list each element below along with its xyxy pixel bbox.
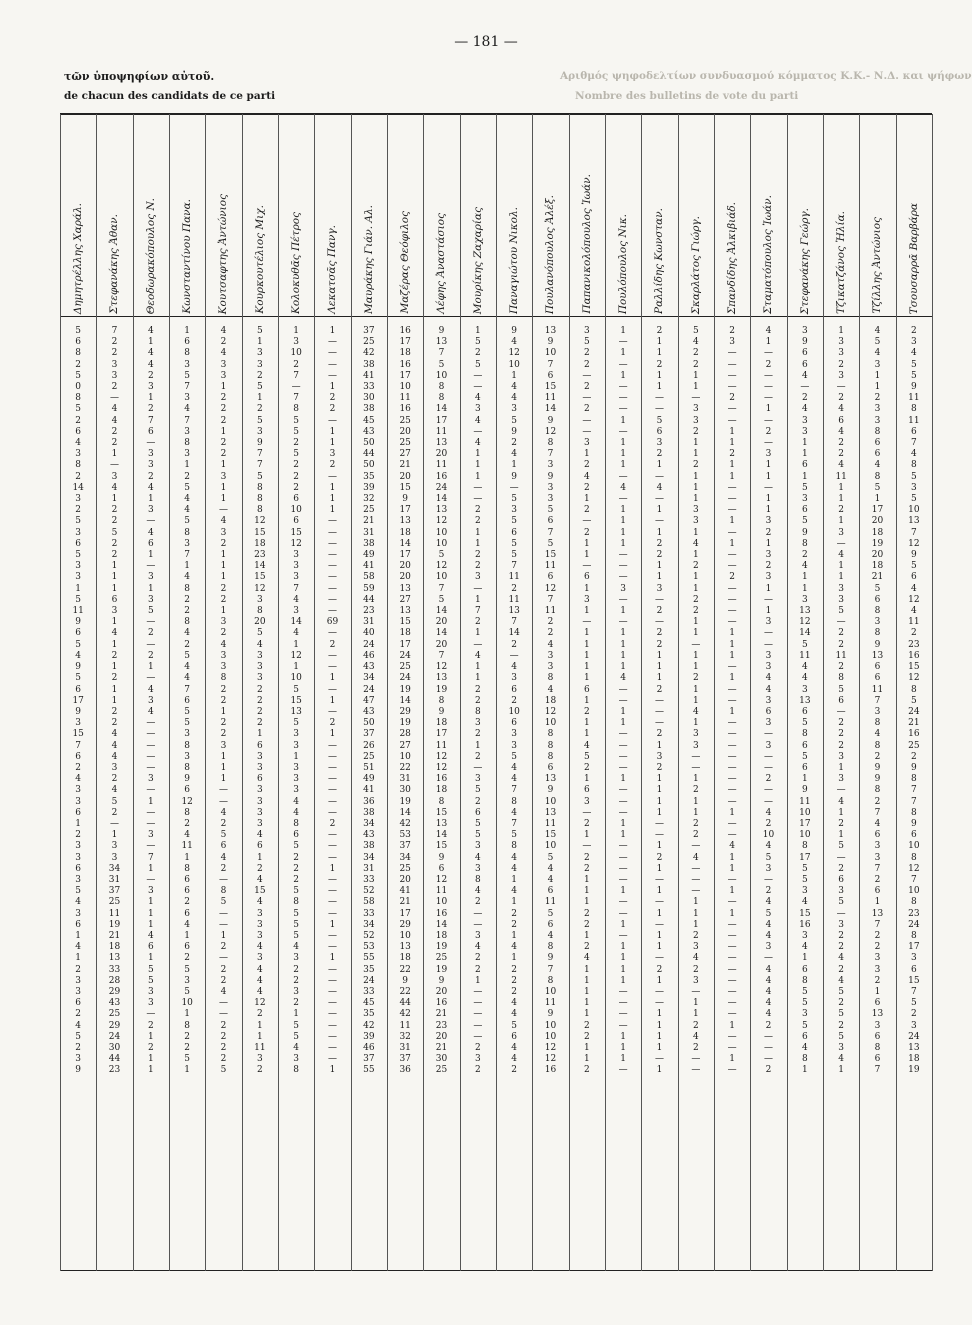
column-header-label: Τζίλλης Ἀντώνιος xyxy=(871,217,884,314)
column-values: 1 3 3 2 3 — 2 4 6 4 2 2 4 11 1 1 2 1 3 — 4 1 1 3 3 5 — 2 2 11 2 8 5 6 — 2 2 2 3 1 3 — 4 1 2 1 5 — 2 6 3 5 — 3 2 2 4 2 4 5 2 5 2 5 3 4 1 xyxy=(835,326,847,1076)
column-header-label: Σκαρλάτος Γιώργ. xyxy=(689,215,702,314)
column-header xyxy=(496,118,532,314)
column-values: 16 17 18 16 17 10 11 16 25 20 25 27 21 20 15 9 17 13 18 14 17 20 20 13 27 13 15 18 17 24 25 24 19 14 29 19 28 27 10 22 31 30 19 14 42 53 37 34 25 20 41 21 17 29 10 13 18 22 9 22 44 42 11 32 31 37 36 xyxy=(399,326,411,1076)
column-separator xyxy=(932,114,933,1271)
column-values: 5 6 8 2 5 0 8 5 2 6 4 3 8 2 14 3 2 5 3 6 5 3 3 1 5 11 9 6 5 4 9 5 6 17 9 3 15 7 6 2 4 3 3 6 1 2 3 3 6 3 5 4 3 6 1 4 1 2 3 3 6 2 4 5 2 3 9 xyxy=(72,326,84,1076)
column-header xyxy=(569,118,605,314)
column-values: 13 9 10 7 6 15 11 14 9 12 8 7 3 9 3 3 5 6 7 5 15 11 6 12 7 11 2 2 4 3 3 8 4 18 12 10 8 8 8 6 13 9 10 13 11 15 10 5 4 4 6 11 5 6 4 8 9 7 8 10 11 9 10 10 12 12 16 xyxy=(544,326,557,1076)
column-header-label: Πουλόπουλος Νικ. xyxy=(617,213,630,314)
show-through-text-1: Αριθμός ψηφοδελτίων συνδυασμού κόμματος Κ.Κ.- Ν.Δ. και ψήφων xyxy=(560,70,972,82)
column-header-label: Σταματόπουλος Ἰωάν. xyxy=(762,194,775,314)
column-header xyxy=(387,118,423,314)
column-values: 1 6 8 3 5 7 3 4 7 3 8 3 1 2 5 4 4 5 8 3 7 1 4 8 2 2 8 4 2 5 4 4 7 6 5 5 3 8 3 8 9 6 12 8 2 4 11 1 8 6 6 2 6 4 1 6 2 5 3 5 10 1 8 2 2 5 1 xyxy=(181,326,193,1076)
column-header xyxy=(351,118,387,314)
column-values: 1 3 10 2 7 — 7 8 5 5 2 5 2 2 2 6 10 6 15 12 3 3 3 7 4 3 14 4 1 12 1 10 5 15 13 5 3 3 1 3 3 3 4 4 8 6 5 2 2 2 5 8 5 5 5 4 3 2 2 3 2 1 5 5 4 3 8 xyxy=(290,326,302,1076)
show-through-text-2: Nombre des bulletins de vote du parti xyxy=(575,90,799,102)
column-values: 1 — 1 — 1 — — — 1 — 1 1 1 — 4 — 1 1 1 1 — — — 3 — 1 — 1 1 1 1 4 — — 1 1 — — — — 1 — — — 1 1 — — — — 1 — — 1 — 1 1 1 1 — — — — 1 1 1 — xyxy=(618,326,628,1076)
column-header xyxy=(641,118,677,314)
column-values: 3 9 6 6 4 — 2 4 3 3 1 1 6 1 5 3 6 5 9 8 2 4 1 1 3 13 12 14 5 11 4 4 3 13 6 5 8 6 5 6 1 9 11 10 17 10 8 17 5 5 3 4 15 16 3 4 1 6 8 5 5 3 5 6 4 8 1 xyxy=(799,326,811,1076)
column-header xyxy=(314,118,350,314)
column-header-label: Πουλανόπουλος Ἀλέξ. xyxy=(544,194,557,314)
column-values: 7 2 2 3 3 2 — 4 4 2 2 1 — 3 4 1 2 2 5 2 2 1 1 1 6 3 1 4 1 2 1 2 1 1 2 2 4 4 4 3 2 4 5 2 — 1 3 3 34 31 37 25 11 19 21 18 13 33 28 29 43 25 29 24 30 44 23 xyxy=(108,326,121,1076)
column-header-label: Μαζέρας Θεόφιλος xyxy=(399,211,412,314)
column-header xyxy=(532,118,568,314)
column-values: 4 5 4 3 1 1 2 3 3 8 6 6 4 8 5 1 17 20 18 19 20 18 21 5 6 8 3 8 9 13 6 6 11 7 3 8 4 8 2 9 9 8 2 7 4 6 3 3 7 2 6 1 13 7 2 2 3 3 2 1 6 13 3 6 8 6 7 xyxy=(871,326,884,1076)
column-header-label: Κουρκουτέλιος Μιχ. xyxy=(253,205,266,314)
column-header-label: Κολοκυθᾶς Πέτρος xyxy=(290,211,303,314)
column-header-label: Στεφανάκης Ἀθαν. xyxy=(108,214,121,314)
column-header xyxy=(678,118,714,314)
heading-french: de chacun des candidats de ce parti xyxy=(64,90,276,102)
column-header-label: Παναγιώτου Νικολ. xyxy=(508,206,521,314)
column-values: 37 25 42 38 41 33 30 38 45 43 50 44 50 35 39 32 25 21 31 38 49 41 58 59 44 23 31 40 24 46 43 34 24 47 43 50 37 26 25 51 49 41 36 38 34 43 38 34 31 33 52 58 33 34 52 53 55 35 24 33 45 35 42 39 46 37 55 xyxy=(363,326,375,1076)
column-values: 5 1 3 3 2 5 1 2 5 3 9 7 7 5 8 8 8 12 15 18 23 14 15 12 3 8 20 5 4 3 3 3 2 2 2 2 1 6 3 3 6 3 3 3 3 4 6 1 2 4 15 4 3 3 3 4 3 4 4 4 12 2 1 1 11 3 2 xyxy=(254,326,266,1076)
column-header-label: Θεοδωρακόπουλος Ν. xyxy=(144,197,157,314)
column-values: 2 3 4 5 5 9 11 8 11 6 7 4 8 5 3 5 10 13 7 12 9 5 6 4 12 4 11 2 23 16 15 12 8 5 24 21 16 25 2 9 8 7 7 8 9 6 10 8 12 7 10 8 23 24 8 17 3 6 15 7 5 2 3 24 13 18 19 xyxy=(908,326,920,1076)
column-values: 5 4 2 2 1 1 — 3 3 2 1 1 2 1 1 1 3 3 1 4 1 2 1 1 2 2 1 1 — 1 1 2 1 1 4 1 3 3 — — 1 2 1 1 2 2 — 4 — — — 1 1 1 2 3 4 2 3 — 1 1 2 4 2 — — xyxy=(691,326,701,1076)
column-header-label: Μουρίκης Ζαχαρίας xyxy=(471,206,484,314)
column-header-label: Μαυράκης Γιάν. Αλ. xyxy=(362,204,375,314)
column-header-label: Τσουσαρρᾶ Βαρβάρα xyxy=(907,202,920,314)
heading-greek: τῶν ὑποψηφίων αὐτοῦ. xyxy=(64,70,215,83)
column-values: 1 — — — — 1 2 2 — 1 1 3 2 — 1 1 1 — — — — — — — — — 69 — 2 — — 1 — 1 — 2 1 — — — — — — — 2 — — — 1 — — — — 1 — — 1 — — — — — — — — — 1 xyxy=(326,326,339,1076)
column-header xyxy=(96,118,132,314)
column-header xyxy=(787,118,823,314)
column-values: 2 3 — — — — 2 — — 1 1 2 1 1 — — — 1 — 1 — — 2 — — — — 1 1 1 — 1 — — 1 — — — — — — — — 1 — — 4 1 1 — 1 — 1 — — — — — — — — — 1 — — 1 — xyxy=(727,326,737,1076)
column-header xyxy=(605,118,641,314)
column-header xyxy=(169,118,205,314)
column-header-label: Στεφανάκης Γεώργ. xyxy=(798,207,811,314)
column-values: 3 5 2 2 — 2 — 2 — — 3 1 2 4 2 1 2 — 2 1 1 — 6 1 3 1 — 1 1 1 1 1 6 1 2 1 1 4 5 2 1 6 3 — 2 1 — 2 2 1 1 1 2 2 1 2 4 1 1 1 1 1 2 2 1 1 2 xyxy=(582,326,592,1076)
column-header xyxy=(460,118,496,314)
column-header xyxy=(859,118,895,314)
column-header xyxy=(133,118,169,314)
page-number: — 181 — xyxy=(454,34,518,50)
column-header xyxy=(60,118,96,314)
column-header xyxy=(750,118,786,314)
column-header-label: Λέφης Ἀναστάσιος xyxy=(435,213,448,314)
column-header-label: Κουτσαφτης Ἀντώνιος xyxy=(217,193,230,314)
column-header xyxy=(714,118,750,314)
column-header-label: Ραλλίδης Κωνσταν. xyxy=(653,208,666,314)
column-values: 4 1 4 4 2 3 1 2 7 6 — 3 3 2 4 1 3 — 4 6 1 — 3 1 3 5 — 2 — 2 1 — 4 3 4 — — — — — 3 — 1 — — 3 — 7 1 — 3 1 1 1 4 6 1 5 5 3 3 — 2 1 2 1 1 xyxy=(146,326,156,1076)
column-header-label: Σπανδίδης Ἀλκιβιάδ. xyxy=(726,201,739,314)
column-header-label: Κωνσταντίνου Πανα. xyxy=(181,199,194,314)
column-values: 4 2 4 3 3 1 2 2 2 1 2 2 1 3 1 1 — 4 3 2 1 1 1 2 2 1 3 2 4 3 3 8 2 2 1 2 2 3 1 1 1 — — 4 2 5 6 4 2 — 8 5 — — 1 2 — 2 2 4 — — 2 2 2 2 5 xyxy=(218,326,228,1076)
column-header xyxy=(242,118,278,314)
column-header-label: Λεκατσᾶς Πανγ. xyxy=(326,225,339,314)
column-values: 1 5 2 5 — — 4 3 4 — 4 1 1 1 — — 2 2 1 1 2 2 3 — 1 7 2 1 — 4 1 1 2 2 8 3 2 1 2 — 3 5 2 6 5 5 3 4 3 8 4 2 — — 3 4 2 2 1 — — — — — 2 3 2 xyxy=(473,326,483,1076)
column-header xyxy=(205,118,241,314)
column-values: 9 4 12 10 1 4 4 3 5 9 2 4 1 9 — 5 3 5 6 5 5 7 11 2 11 13 7 14 2 — 4 3 6 2 10 6 3 3 5 4 4 7 8 4 7 5 8 4 4 1 4 1 2 2 1 4 1 2 2 2 4 4 5 6 4 4 2 xyxy=(508,326,520,1076)
column-values: 4 1 — 2 — — — 1 — 2 — 3 1 1 — 1 1 3 2 1 3 2 3 1 — 1 3 — — 3 3 4 4 3 6 3 — 3 — — 2 — — 4 2 10 4 5 3 — 2 4 5 4 4 3 — 4 4 4 4 4 2 — — — 2 xyxy=(762,326,775,1076)
column-values: 9 13 7 5 10 8 8 14 17 11 13 20 11 16 24 14 13 12 10 10 5 12 10 7 5 14 20 14 20 7 12 13 19 8 9 18 17 11 12 12 16 18 8 15 13 14 15 9 6 12 11 10 16 14 18 19 25 19 9 20 16 21 23 20 21 30 25 xyxy=(435,326,448,1076)
column-header-label: Δημητρέλλης Χαράλ. xyxy=(72,202,85,314)
column-header xyxy=(423,118,459,314)
column-header xyxy=(823,118,859,314)
column-header xyxy=(896,118,932,314)
column-header-label: Τζικατζάνος Ἠλία. xyxy=(835,211,848,314)
column-header-label: Παπανικολόπουλος Ἰωάν. xyxy=(580,174,593,314)
column-header xyxy=(278,118,314,314)
column-values: 2 1 1 2 1 1 — — 5 6 3 2 1 — 4 — 1 — 1 2 2 1 1 3 — 2 — 2 2 1 1 1 2 — — — 2 1 3 2 1 1 1 1 — — 1 2 1 — 1 — 1 — 1 1 — 2 1 — — 1 1 1 1 — 1 xyxy=(654,326,664,1076)
